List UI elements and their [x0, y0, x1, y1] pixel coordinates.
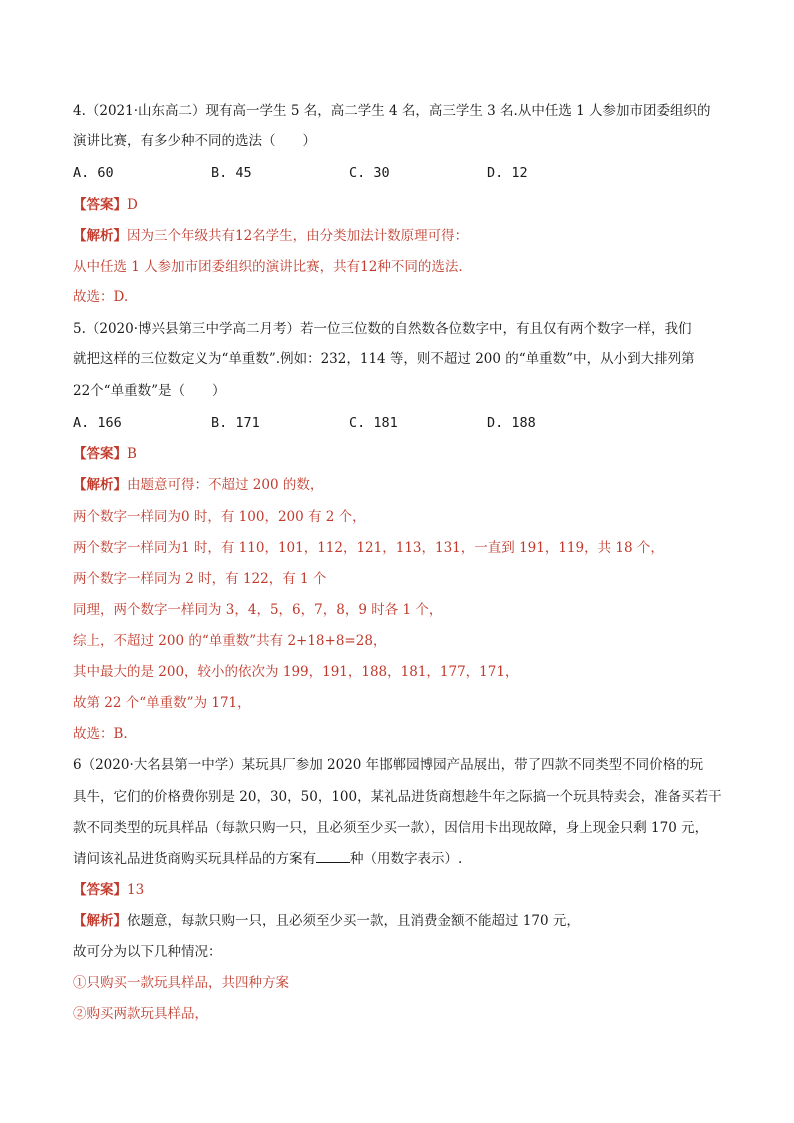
- q5-analysis-line7: 其中最大的是 200，较小的依次为 199，191，188，181，177，171，: [73, 664, 519, 680]
- q6-analysis-line3: ①只购买一款玩具样品，共四种方案: [73, 975, 289, 991]
- q6-stem-line3: 款不同类型的玩具样品（每款只购一只，且必须至少买一款），因信用卡出现故障，身上现金只剩 170 元，: [73, 820, 709, 836]
- q5-stem-line1: 5.（2020·博兴县第三中学高二月考）若一位三位数的自然数各位数字中，有且仅有两个数字一样，我们: [73, 321, 692, 337]
- q4-analysis-line2: 从中任选 1 人参加市团委组织的演讲比赛，共有12种不同的选法.: [73, 259, 463, 275]
- analysis-tag: 【解析】: [73, 477, 127, 493]
- q4-stem-line1: 4.（2021·山东高二）现有高一学生 5 名，高二学生 4 名，高三学生 3 名.从中任选 1 人参加市团委组织的: [73, 103, 711, 119]
- q5-stem-line2: 就把这样的三位数定义为“单重数”.例如：232，114 等，则不超过 200 的“单重数”中，从小到大排列第: [73, 351, 695, 367]
- q6-stem-line4-part1: 请问该礼品进货商购买玩具样品的方案有: [73, 851, 316, 867]
- q6-analysis-text: 依题意，每款只购一只，且必须至少买一款，且消费金额不能超过 170 元，: [127, 913, 580, 929]
- q5-analysis-line6: 综上，不超过 200 的“单重数”共有 2+18+8=28，: [73, 633, 387, 649]
- q5-analysis-line8: 故第 22 个“单重数”为 171，: [73, 695, 251, 711]
- q5-option-c: C. 181: [349, 415, 398, 431]
- analysis-tag: 【解析】: [73, 228, 127, 244]
- answer-tag: 【答案】: [73, 882, 127, 898]
- q5-analysis-line5: 同理，两个数字一样同为 3，4，5，6，7，8，9 时各 1 个，: [73, 602, 443, 618]
- answer-tag: 【答案】: [73, 446, 127, 462]
- q5-analysis-line1: [73, 475, 323, 495]
- q5-stem-line3: 22个“单重数”是（ ）: [73, 383, 226, 399]
- q4-analysis-line3: 故选：D.: [73, 289, 129, 305]
- q4-option-d: D. 12: [487, 165, 528, 181]
- q4-analysis-text: 因为三个年级共有12名学生，由分类加法计数原理可得：: [127, 228, 469, 244]
- q5-analysis-line2: 两个数字一样同为0 时，有 100，200 有 2 个，: [73, 509, 366, 525]
- q4-stem-line2: 演讲比赛，有多少种不同的选法（ ）: [73, 133, 316, 149]
- q4-option-c: C. 30: [349, 165, 390, 181]
- q6-answer: 13: [127, 882, 145, 898]
- q5-analysis-line9: 故选：B.: [73, 726, 128, 742]
- q5-answer-line: [73, 444, 137, 464]
- q4-option-b: B. 45: [211, 165, 252, 181]
- q4-analysis-line1: [73, 226, 468, 246]
- q5-option-a: A. 166: [73, 415, 122, 431]
- q6-stem-line1: 6（2020·大名县第一中学）某玩具厂参加 2020 年邯郸园博园产品展出，带了四款不同类型不同价格的玩: [73, 757, 704, 773]
- q6-stem-line4-part2: 种（用数字表示）.: [350, 851, 463, 867]
- q5-option-b: B. 171: [211, 415, 260, 431]
- q4-answer: D: [127, 197, 138, 213]
- q6-stem-line4: [73, 849, 462, 869]
- q6-analysis-line4: ②购买两款玩具样品，: [73, 1006, 208, 1022]
- analysis-tag: 【解析】: [73, 913, 127, 929]
- q6-answer-line: [73, 880, 144, 900]
- fill-in-blank: [316, 850, 350, 863]
- q5-analysis-line4: 两个数字一样同为 2 时，有 122，有 1 个: [73, 571, 327, 587]
- q6-analysis-line1: [73, 911, 580, 931]
- q5-option-d: D. 188: [487, 415, 536, 431]
- q6-analysis-line2: 故可分为以下几种情况：: [73, 944, 222, 960]
- q5-answer: B: [127, 446, 137, 462]
- q6-stem-line2: 具牛，它们的价格费你别是 20，30，50，100，某礼品进货商想趁牛年之际搞一个玩具特卖会，准备买若干: [73, 789, 722, 805]
- q5-analysis-text: 由题意可得：不超过 200 的数，: [127, 477, 324, 493]
- q4-option-a: A. 60: [73, 165, 114, 181]
- q4-answer-line: [73, 195, 138, 215]
- q5-analysis-line3: 两个数字一样同为1 时，有 110，101，112，121，113，131，一直到 191，119，共 18 个，: [73, 540, 664, 556]
- answer-tag: 【答案】: [73, 197, 127, 213]
